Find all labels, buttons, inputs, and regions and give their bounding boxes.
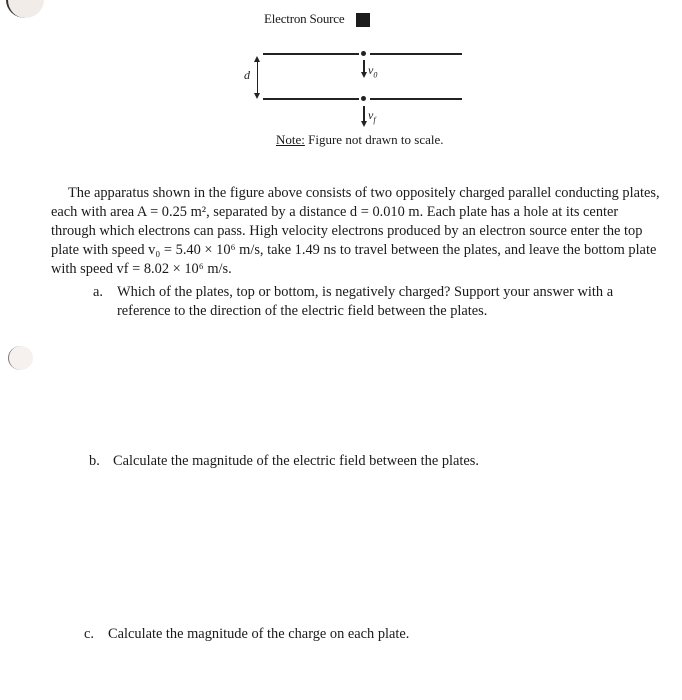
bottom-plate-hole xyxy=(361,96,366,101)
question-letter: b. xyxy=(89,453,100,469)
problem-line: with speed vf = 8.02 × 10⁶ m/s. xyxy=(51,261,232,277)
question-text: Which of the plates, top or bottom, is negatively charged? Support your answer with a xyxy=(117,284,614,300)
bottom-plate-left xyxy=(263,98,359,100)
top-plate-left xyxy=(263,53,359,55)
bottom-plate-right xyxy=(370,98,462,100)
top-plate-hole xyxy=(361,51,366,56)
question-text: Calculate the magnitude of the electric field between the plates. xyxy=(113,453,480,469)
vf-label: $v_f$ xyxy=(368,108,376,125)
figure-note: Note: Figure not drawn to scale. xyxy=(276,132,444,147)
vf-arrow-shaft xyxy=(363,106,365,122)
electron-source-label: Electron Source xyxy=(264,11,345,26)
problem-line: each with area A = 0.25 m², separated by a distance d = 0.010 m. Each plate has a hole at its center xyxy=(51,204,619,220)
distance-arrow-down-icon xyxy=(254,93,260,99)
hole-punch-middle xyxy=(8,346,33,370)
question-a xyxy=(93,283,613,321)
distance-arrow-shaft xyxy=(257,61,259,94)
problem-line: through which electrons can pass. High velocity electrons produced by an electron source enter the top xyxy=(51,223,643,239)
vf-arrow-icon xyxy=(361,121,367,127)
problem-line: The apparatus shown in the figure above consists of two oppositely charged parallel conducting plates, xyxy=(68,185,660,201)
top-plate-right xyxy=(370,53,462,55)
question-b xyxy=(89,452,479,471)
question-letter: a. xyxy=(93,284,103,300)
question-text: Calculate the magnitude of the charge on each plate. xyxy=(108,626,410,642)
distance-label: d xyxy=(244,68,250,82)
electron-source-icon xyxy=(356,13,370,27)
apparatus-figure xyxy=(240,0,480,160)
question-letter: c. xyxy=(84,626,94,642)
problem-statement xyxy=(51,184,671,279)
hole-punch-top xyxy=(6,0,44,18)
question-c xyxy=(84,625,409,644)
v0-label: $v_0$ xyxy=(368,63,378,80)
problem-line: plate with speed v₀ = 5.40 × 10⁶ m/s, take 1.49 ns to travel between the plates, and leave the bottom plate xyxy=(51,242,657,258)
v0-arrow-icon xyxy=(361,72,367,78)
question-text-cont: reference to the direction of the electric field between the plates. xyxy=(117,303,488,319)
